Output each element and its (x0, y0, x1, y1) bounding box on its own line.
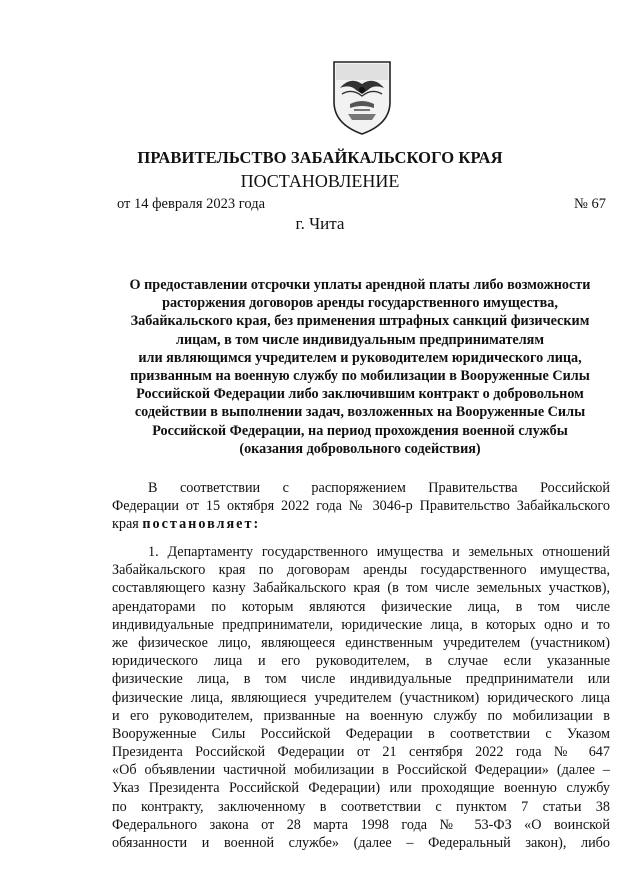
subject-line: расторжения договоров аренды государственного имущества, (162, 295, 558, 312)
subject-line: Российской Федерации либо заключившим контракт о добровольном (136, 386, 584, 403)
paragraph-line: Указ Президента Российской Федерации) или проходящие военную службу (112, 780, 610, 797)
paragraph-line: физические лица, являющиеся учредителем (участником) юридического лица (112, 689, 610, 706)
subject-line: Забайкальского края, без применения штрафных санкций физическим (130, 313, 590, 330)
paragraph-line: «Об объявлении частичной мобилизации в Российской Федерации» (далее – (112, 762, 610, 779)
paragraph-line: 1. Департаменту государственного имущества и земельных отношений (148, 544, 610, 560)
subject-line: О предоставлении отсрочки уплаты арендной платы либо возможности (129, 277, 591, 293)
preamble-paragraph (112, 479, 610, 534)
subject-line: лицам, в том числе индивидуальным предпринимателям (175, 331, 545, 348)
preamble-line: Федерации от 15 октября 2022 года № 3046-р Правительство Забайкальского (112, 498, 610, 515)
coat-of-arms-emblem (328, 58, 396, 136)
paragraph-1 (112, 543, 610, 852)
government-title: ПРАВИТЕЛЬСТВО ЗАБАЙКАЛЬСКОГО КРАЯ (137, 148, 503, 167)
document-date: от 14 февраля 2023 года (117, 196, 266, 212)
paragraph-line: арендаторами по которым являются физические лица, в том числе (112, 598, 610, 615)
subject-line: Российской Федерации, на период прохождения военной службы (152, 422, 568, 439)
document-number: № 67 (574, 196, 606, 212)
preamble-line-text: края (112, 516, 143, 533)
document-city: г. Чита (295, 214, 345, 233)
subject-line: призванным на военную службу по мобилизации в Вооруженные Силы (130, 368, 590, 385)
paragraph-line: Федерального закона от 28 марта 1998 года № 53-ФЗ «О воинской (112, 816, 610, 833)
paragraph-line: обязанности и военной службе» (далее – Федеральный закон), либо (112, 835, 610, 851)
decree-word: постановляет: (142, 516, 261, 533)
paragraph-line: же физическое лицо, являющееся единственным учредителем (участником) (112, 634, 610, 651)
paragraph-line: Президента Российской Федерации от 21 сентября 2022 года № 647 (112, 744, 610, 761)
subject-line: (оказания добровольного содействия) (239, 440, 481, 457)
subject-line: или являющимся учредителем и руководителем юридического лица, (138, 349, 582, 366)
paragraph-line: и его руководителем, призванные на военную службу по мобилизации в (112, 707, 610, 724)
document-subject (112, 276, 608, 458)
subject-line: содействии в выполнении задач, возложенных на Вооруженные Силы (134, 404, 586, 421)
preamble-line-final (112, 515, 610, 533)
paragraph-line: индивидуальные предприниматели, юридические лица, в которых одно и то (112, 616, 610, 633)
paragraph-line: физические лица, в том числе индивидуальные предприниматели или (112, 671, 610, 688)
paragraph-line: составляющего казну Забайкальского края (в том числе земельных участков), (112, 580, 610, 597)
zabaykalsky-krai-coat-of-arms-icon (328, 58, 396, 136)
paragraph-line: Забайкальского края по договорам аренды государственного имущества, (112, 562, 610, 579)
document-type: ПОСТАНОВЛЕНИЕ (240, 171, 400, 191)
paragraph-line: Вооруженные Силы Российской Федерации в соответствии с Указом (112, 725, 610, 742)
paragraph-line: по контракту, заключенному в соответствии с пунктом 7 статьи 38 (112, 798, 610, 815)
paragraph-line: юридического лица и его руководителем, в случае если указанные (112, 653, 610, 670)
preamble-line: В соответствии с распоряжением Правительства Российской (148, 480, 610, 496)
